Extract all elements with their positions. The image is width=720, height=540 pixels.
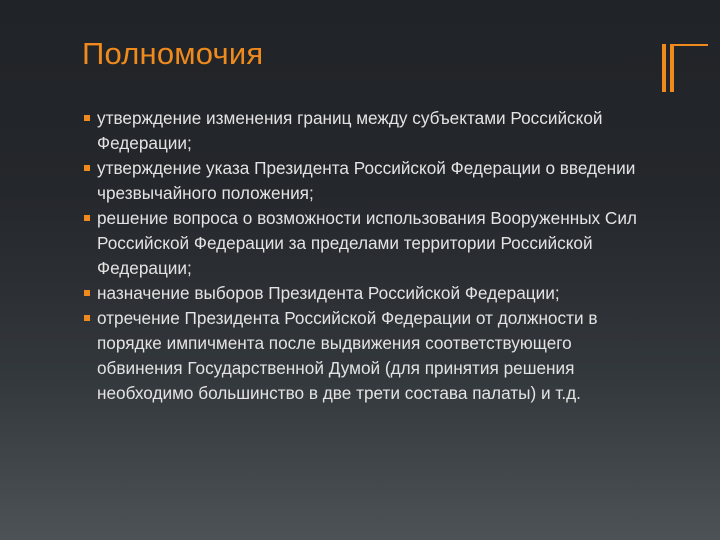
bullet-text: утверждение изменения границ между субъектами Российской Федерации; [97,108,603,153]
accent-bar-right [670,44,674,92]
square-bullet-icon [84,215,90,221]
square-bullet-icon [84,165,90,171]
bullet-list [84,106,654,406]
bullet-text: отречение Президента Российской Федерации от должности в порядке импичмента после выдвижения соответствующего обвинения Государственной Думой (для принятия решения необходимо большинство в две трети состава палаты) и т.д. [97,308,598,403]
accent-bar-left [662,44,666,92]
accent-line-top [670,44,708,46]
bullet-text: назначение выборов Президента Российской Федерации; [97,283,560,303]
square-bullet-icon [84,115,90,121]
bullet-item [84,281,654,306]
bullet-item [84,106,654,156]
bullet-item [84,306,654,406]
bullet-item [84,206,654,281]
square-bullet-icon [84,290,90,296]
accent-decoration [662,44,710,92]
square-bullet-icon [84,315,90,321]
slide-title: Полномочия [82,36,264,71]
bullet-text: утверждение указа Президента Российской Федерации о введении чрезвычайного положения; [97,158,636,203]
bullet-item [84,156,654,206]
bullet-text: решение вопроса о возможности использования Вооруженных Сил Российской Федерации за пределами территории Российской Федерации; [97,208,637,278]
